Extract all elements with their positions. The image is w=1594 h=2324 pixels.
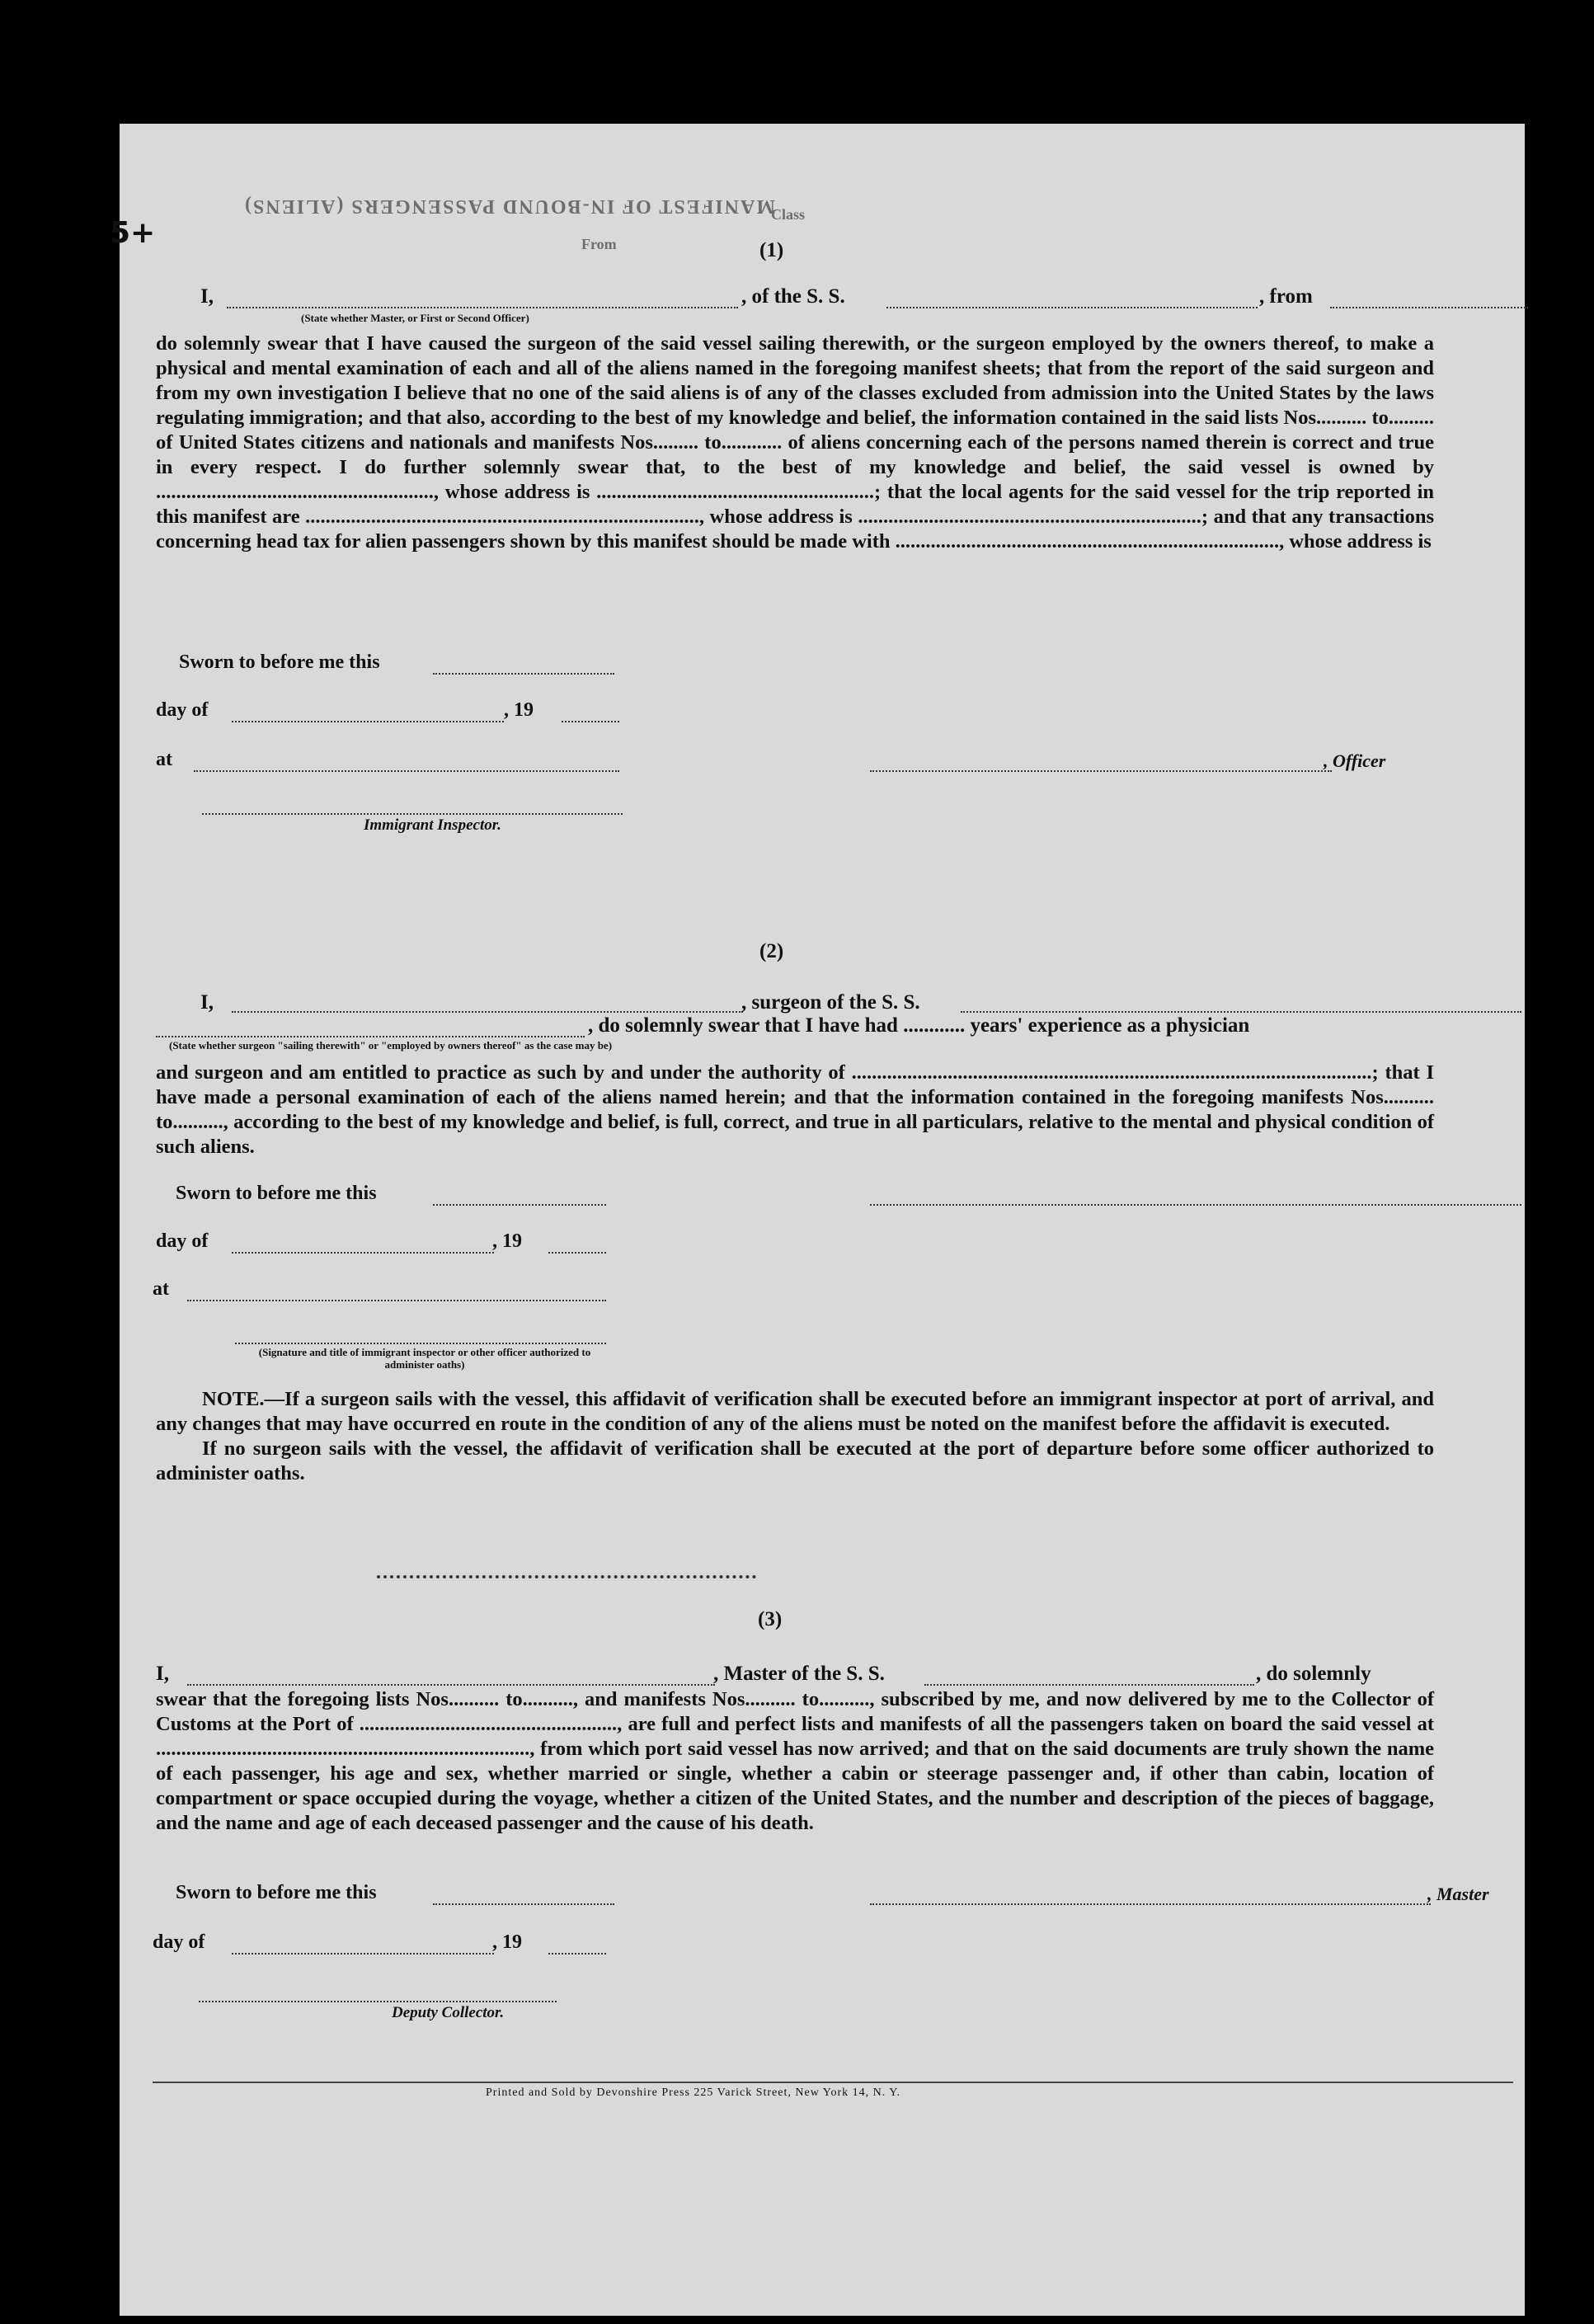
sec3-do-solemnly: , do solemnly [1256,1663,1371,1685]
manifest-sheet [110,124,1525,2316]
sec1-port-from-field[interactable] [1330,307,1528,308]
sec2-at-field[interactable] [187,1300,606,1301]
sec2-signature-note: (Signature and title of immigrant inspector or other officer authorized to administer oaths) [258,1346,591,1371]
sec2-ship-name-field[interactable] [961,1011,1521,1013]
sec1-inspector-label: Immigrant Inspector. [364,816,501,834]
sec2-sworn-date-field[interactable] [433,1204,606,1206]
sec1-officer-name-field[interactable] [227,307,738,308]
sec2-surgeon-signature-field[interactable] [870,1204,1521,1206]
sec1-day-of-label: day of [156,699,209,721]
sec2-day-of-field[interactable] [232,1252,494,1254]
footer-rule [153,2082,1513,2083]
sec2-surgeon-name-field[interactable] [232,1011,743,1013]
sec3-year-field[interactable] [548,1953,606,1955]
sec3-master-name-field[interactable] [187,1684,715,1686]
sec1-i: I, [200,285,214,308]
sec2-sworn-label: Sworn to before me this [176,1183,377,1204]
sec2-surgeon-ss: , surgeon of the S. S. [741,991,920,1014]
sec3-deputy-label: Deputy Collector. [392,2004,505,2021]
sec3-day-of-label: day of [153,1931,205,1953]
sec3-deputy-signature-field[interactable] [199,2001,557,2002]
sec3-day-of-field[interactable] [232,1953,494,1955]
sec1-sworn-date-field[interactable] [433,673,614,675]
section-1-heading: (1) [759,239,784,261]
printer-footer: Printed and Sold by Devonshire Press 225 Varick Street, New York 14, N. Y. [486,2086,901,2099]
manifest-title: MANIFEST OF IN-BOUND PASSENGERS (ALIENS) [243,195,775,217]
sec1-inspector-signature-field[interactable] [202,813,623,815]
sec2-note-paragraph: NOTE.—If a surgeon sails with the vessel, this affidavit of verification shall be executed before an immigrant inspector at port of arrival, and any changes that may have occurred en route in the condition of any of the aliens must be noted on the manifest before the affidavit is executed. If no surgeon sails with the vessel, the affidavit of verification shall be executed at the port of departure before some officer authorized to administer oaths. [156,1388,1434,1484]
sec2-year-label: , 19 [492,1230,522,1252]
sec3-year-label: , 19 [492,1931,522,1953]
sec3-oath-paragraph: swear that the foregoing lists Nos.......... to.........., and manifests Nos.......... to.........., subscribed by me, and now delivered by me to the Collector of Customs at the Port of ..................................................., are full and perfect lists and manifests of all the passengers taken on board the said vessel at .........................................................................., from which port said vessel has now arrived; and that on the said documents are truly shown the name of each passenger, his age and sex, whether married or single, whether a cabin or steerage passenger and, if other than cabin, location of compartment or space occupied during the voyage, whether a citizen of the United States, and the number and description of the pieces of baggage, and the name and age of each deceased passenger and the cause of his death. [156,1688,1434,1834]
sec2-surgeon-type-field[interactable] [156,1036,585,1037]
sec1-year-field[interactable] [562,721,619,722]
sec2-surgeon-note: (State whether surgeon "sailing therewith" or "employed by owners thereof" as the case may be) [169,1039,613,1051]
sec3-sworn-label: Sworn to before me this [176,1882,377,1903]
handwritten-mark: 5+ [110,216,156,250]
sec2-line2: , do solemnly swear that I have had ............ years' experience as a physician [588,1014,1250,1037]
separator-dots [377,1575,756,1578]
section-2-heading: (2) [759,940,784,962]
sec1-year-label: , 19 [504,699,534,721]
sec3-ship-name-field[interactable] [924,1684,1254,1686]
sec1-sworn-label: Sworn to before me this [179,652,380,673]
sec1-ship-name-field[interactable] [886,307,1258,308]
sec3-master-signature-field[interactable] [870,1903,1431,1905]
sec1-of-ss: , of the S. S. [741,285,845,308]
from-label: From [581,236,617,252]
sec1-officer-signature-field[interactable] [870,770,1332,772]
sec1-oath-paragraph: do solemnly swear that I have caused the surgeon of the said vessel sailing therewith, or the surgeon employed by the owners thereof, to make a physical and mental examination of each and all of the aliens named in the foregoing manifest sheets; that from the report of the said surgeon and from my own investigation I believe that no one of the said aliens is of any of the classes excluded from admission into the United States by the laws regulating immigration; and that also, according to the best of my knowledge and belief, the information contained in the said lists Nos.......... to......... of United States citizens and nationals and manifests Nos......... to............ of aliens concerning each of the persons named therein is correct and true in every respect. I do further solemnly swear that, to the best of my knowledge and belief, the said vessel is owned by ......................................................., whose address is .......................................................; that the local agents for the said vessel for the trip reported in this manifest are .............................................................................., whose address is ....................................................................; and that any transactions concerning head tax for alien passengers shown by this manifest should be made with ............................................................................, whose address is [156,332,1434,553]
sec3-sworn-date-field[interactable] [433,1903,614,1905]
sec2-inspector-signature-field[interactable] [235,1343,606,1344]
sec2-at-label: at [153,1278,169,1300]
sec1-at-label: at [156,749,172,770]
sec3-i: I, [156,1663,169,1685]
sec3-master-ss: , Master of the S. S. [713,1663,885,1685]
section-3-heading: (3) [758,1608,783,1630]
sec2-year-field[interactable] [548,1252,606,1254]
sec2-day-of-label: day of [156,1230,209,1252]
sec1-from: , from [1259,285,1313,308]
sec2-oath-paragraph: and surgeon and am entitled to practice as such by and under the authority of .......................................................................................................; that I have made a personal examination of each of the aliens named herein; and that the information contained in the foregoing manifests Nos.......... to.........., according to the best of my knowledge and belief, is full, correct, and true in all particulars, relative to the mental and physical condition of such aliens. [156,1061,1434,1158]
sec1-day-of-field[interactable] [232,721,504,722]
sec1-officer-label: , Officer [1324,750,1386,771]
class-label: Class [771,206,806,223]
sec1-officer-note: (State whether Master, or First or Second Officer) [301,312,529,324]
sec2-i: I, [200,991,214,1014]
sec3-master-label: , Master [1427,1884,1489,1904]
sec1-at-field[interactable] [194,770,619,772]
